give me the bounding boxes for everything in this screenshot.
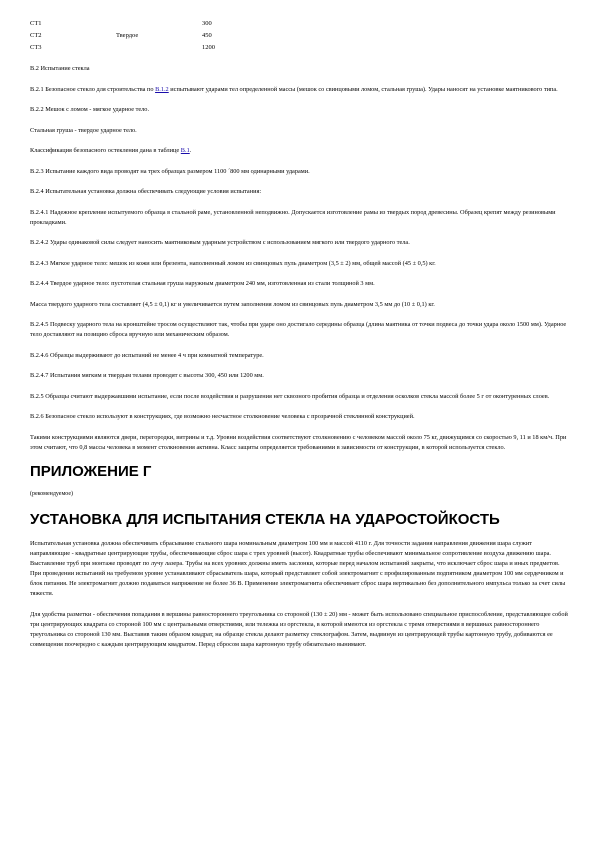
table-cell: СТ2 bbox=[30, 32, 42, 39]
table-cell bbox=[116, 20, 202, 32]
paragraph: Такими конструкциями являются двери, перегородки, витрины и т.д. Уровни воздействия соответствуют столкновению с человеком массой около 75 кг, движущимся со скоростью 9, 11 и 18 км/ч. При этом считают, что 0,8 массы человека в момент столкновения активна. Класс защиты определяется требованиями в зависимости от конструкции, в которой используется стекло. bbox=[30, 433, 567, 451]
table-cell: 450 bbox=[202, 32, 212, 39]
reference-link[interactable]: В.1 bbox=[180, 147, 190, 154]
paragraph: В.2.2 Мешок с ломом - мягкое ударное тело. bbox=[30, 106, 150, 113]
table-cell: 1200 bbox=[202, 44, 215, 51]
paragraph-text: Классификация безопасного остекления дана в таблице bbox=[30, 147, 181, 154]
paragraph: В.2.6 Безопасное стекло используют в конструкциях, где возможно несчастное столкновение человека с прозрачной стеклянной конструкцией. bbox=[30, 413, 415, 420]
table-row bbox=[30, 20, 262, 32]
paragraph: В.2.4.1 Надежное крепление испытуемого образца в стальной раме, установленной неподвижно. Допускается изготовление рамы из твердых пород древесины. Образец крепят между резиновыми прокладками. bbox=[30, 208, 556, 226]
table-row bbox=[30, 32, 262, 44]
reference-link[interactable]: В.1.2 bbox=[155, 85, 169, 93]
paragraph: В.2.4.5 Подвеску ударного тела на кронштейне тросом осуществляют так, чтобы при ударе оно достигало середины образца (длина маятника от точки подвеса до точки удара около 1500 мм). Ударное тело доставляют на позицию сброса вручную или механическим образом. bbox=[30, 321, 567, 338]
paragraph-text: испытывают ударами тел определенной массы (мешок со свинцовыми ломом, стальная груша). Удары наносят на установке маятникового типа. bbox=[168, 85, 558, 93]
paragraph: В.2.4.3 Мягкое ударное тело: мешок из кожи или брезента, наполненный ломом из свинцовых пуль диаметром (3,5 ± 2) мм, общей массой (45 ± 0,5) кг. bbox=[30, 259, 436, 267]
classification-table-fragment bbox=[30, 20, 262, 56]
table-cell bbox=[116, 44, 202, 56]
table-cell: СТ1 bbox=[30, 20, 42, 27]
paragraph: В.2.4.7 Испытания мягким и твердым телами проводят с высоты 300, 450 или 1200 мм. bbox=[30, 372, 264, 379]
appendix-title: УСТАНОВКА ДЛЯ ИСПЫТАНИЯ СТЕКЛА НА УДАРОСТОЙКОСТЬ bbox=[30, 511, 500, 528]
table-row bbox=[30, 44, 262, 56]
paragraph bbox=[30, 85, 570, 95]
paragraph: В.2.4.4 Твердое ударное тело: пустотелая стальная груша наружным диаметром 240 мм, изготовленная из стали толщиной 3 мм. bbox=[30, 280, 375, 287]
document-content bbox=[30, 20, 570, 660]
paragraph bbox=[30, 146, 570, 156]
table-cell: Твердое bbox=[116, 32, 139, 39]
paragraph: Для удобства разметки - обеспечения попадания в вершины равностороннего треугольника со стороной (130 ± 20) мм - может быть использовано специальное приспособление, представляющее собой три центрирующих квадрата со стороной 100 мм с центральными отверстиями, или тележка из оргстекла, в которой имеются из оргстекла с тремя отверстиями в вершинах равностороннего треугольника со стороной 130 мм. Выставив таким образом квадрат, на образце стекла делают разметку стеклографом. Затем, выдвинув из центрирующей трубы картонную трубу, добиваются ее совмещения поочередно с каждым центрирующим квадратом. Перед сбросом шара картонную трубу обязательно вынимают. bbox=[30, 610, 568, 648]
appendix-note: (рекомендуемое) bbox=[30, 491, 73, 497]
paragraph: В.2.4.2 Удары одинаковой силы следует наносить маятниковым ударным устройством с использованием мягкого или твердого ударного тела. bbox=[30, 239, 410, 246]
appendix-heading: ПРИЛОЖЕНИЕ Г bbox=[30, 463, 152, 480]
paragraph: Масса твердого ударного тела составляет (4,5 ± 0,1) кг и увеличивается путем заполнения ломом из свинцовых пуль диаметром 3,5 мм до (10 ± 0,1) кг. bbox=[30, 300, 435, 308]
paragraph-text: . bbox=[189, 147, 192, 154]
paragraph-text: В.2.1 Безопасное стекло для строительства по bbox=[30, 85, 156, 93]
paragraph: В.2.4.6 Образцы выдерживают до испытаний не менее 4 ч при комнатной температуре. bbox=[30, 351, 264, 359]
table-cell: СТ3 bbox=[30, 44, 42, 51]
section-heading: В.2 Испытание стекла bbox=[30, 65, 90, 72]
paragraph: В.2.3 Испытание каждого вида проводят на трех образцах размером 1100 ´800 мм одинарными ударами. bbox=[30, 167, 310, 175]
table-cell: 300 bbox=[202, 20, 212, 27]
paragraph: Стальная груша - твердое ударное тело. bbox=[30, 126, 137, 134]
paragraph: В.2.4 Испытательная установка должна обеспечивать следующие условия испытания: bbox=[30, 188, 262, 195]
paragraph: Испытательная установка должна обеспечивать сбрасывание стального шара номинальным диаметром 100 мм и массой 4110 г. Для точности задания направления движения шара служит направляющие - квадратные центрирующие трубы, обеспечивающие сброс шара с трех уровней (высот). Квадратные трубы обеспечивают минимальное сопротивление воздуха движению шара. Выставление труб при монтаже проводят по лучу лазера. Трубы на всех уровнях должны иметь заслонки, которые перед началом испытаний закрыты, что исключает сброс шара и иных предметов. При проведении испытаний на требуемом уровне устанавливают сбрасыватель шара, который представляет собой электромагнит с профилированным подпятником диаметром 100 мм сердечником и блок питания. Не электромагнит должно подаваться напряжение не более 36 В. Применение электромагнита обеспечивает сброс шара вертикально без дополнительного импульса только за счет силы тяжести. bbox=[30, 540, 566, 597]
paragraph: В.2.5 Образцы считают выдержавшими испытание, если после воздействия и разрушения нет сквозного пробития образца и отделения осколков стекла массой более 5 г от оконтуренных слоев. bbox=[30, 392, 550, 400]
